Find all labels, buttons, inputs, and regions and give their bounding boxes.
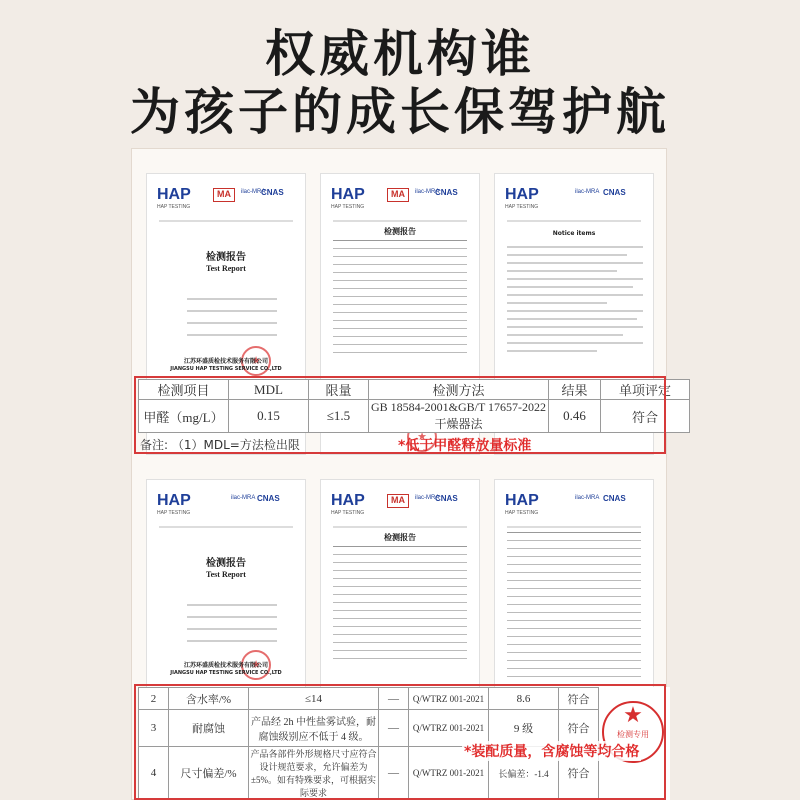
- inspection-seal-stamp: ★ 检测专用: [602, 701, 664, 763]
- ilac-logo: ilac-MRA: [415, 495, 440, 501]
- table-cell: Q/WTRZ 001-2021: [409, 746, 489, 800]
- cnas-logo: CNAS: [435, 494, 458, 503]
- headline-line-1: 权威机构谁: [265, 25, 535, 83]
- report-title-cn: 检测报告: [384, 227, 416, 236]
- table-cell: —: [379, 710, 409, 746]
- ilac-logo: ilac-MRA: [231, 495, 256, 501]
- table-header: 检测项目: [139, 380, 229, 400]
- table-cell: ≤14: [249, 688, 379, 710]
- ilac-logo: ilac-MRA: [241, 189, 266, 195]
- table-cell: 符合: [559, 746, 599, 800]
- table-cell: 0.15: [229, 400, 309, 433]
- report-board: [131, 148, 671, 800]
- lab-name-en: JIANGSU HAP TESTING SERVICE CO.,LTD: [170, 366, 282, 372]
- hap-logo: HAP HAP TESTING: [505, 186, 539, 210]
- hap-logo: HAP HAP TESTING: [505, 492, 539, 516]
- table-cell: 尺寸偏差/%: [169, 746, 249, 800]
- hap-logo: HAP HAP TESTING: [331, 492, 365, 516]
- report-title-cn: 检测报告: [384, 533, 416, 542]
- notice-title: Notice items: [552, 230, 596, 237]
- table-header: 限量: [309, 380, 369, 400]
- table-cell: 2: [139, 688, 169, 710]
- report-title-cn: 检测报告: [206, 558, 246, 569]
- table-cell: 符合: [601, 400, 690, 433]
- table-header: 单项评定: [601, 380, 690, 400]
- lab-name-en: JIANGSU HAP TESTING SERVICE CO.,LTD: [170, 670, 282, 676]
- formaldehyde-highlight: *低于甲醛释放量标准: [398, 438, 532, 454]
- cnas-logo: CNAS: [435, 188, 458, 197]
- cnas-logo: CNAS: [257, 494, 280, 503]
- lab-name-cn: 江苏环盛质检技术服务有限公司: [183, 358, 268, 365]
- cnas-logo: CNAS: [603, 494, 626, 503]
- table-cell: 甲醛（mg/L）: [139, 400, 229, 433]
- table-cell: 产品各部件外形规格尺寸应符合设计规范要求，允许偏差为±5%。如有特殊要求，可根据实际要求: [249, 746, 379, 800]
- table-cell: 含水率/%: [169, 688, 249, 710]
- table-cell: 4: [139, 746, 169, 800]
- cma-logo: MA: [387, 494, 409, 508]
- table-cell: ≤1.5: [309, 400, 369, 433]
- table-cell: Q/WTRZ 001-2021: [409, 710, 489, 746]
- cert-logos: [157, 186, 306, 212]
- table-cell: —: [379, 688, 409, 710]
- cma-logo: MA: [213, 188, 235, 202]
- cma-logo: MA: [387, 188, 409, 202]
- quality-highlight: *装配质量，含腐蚀等均合格: [462, 741, 641, 761]
- cnas-logo: CNAS: [261, 188, 284, 197]
- table-cell: 符合: [559, 688, 599, 710]
- table-cell: 符合: [559, 710, 599, 746]
- table-header: 结果: [549, 380, 601, 400]
- lab-name-cn: 江苏环盛质检技术服务有限公司: [183, 662, 268, 669]
- table-cell: Q/WTRZ 001-2021: [409, 688, 489, 710]
- table-cell: 8.6: [489, 688, 559, 710]
- table-cell: 产品经 2h 中性盐雾试验，耐腐蚀级别应不低于 4 级。: [249, 710, 379, 746]
- table-cell: 0.46: [549, 400, 601, 433]
- report-title-cn: 检测报告: [206, 252, 246, 263]
- table-cell: GB 18584-2001&GB/T 17657-2022 干燥器法: [369, 400, 549, 433]
- headline-line-2: 为孩子的成长保驾护航: [130, 83, 670, 141]
- hap-logo: HAP HAP TESTING: [157, 186, 191, 210]
- hap-logo: HAP HAP TESTING: [331, 186, 365, 210]
- table-cell: 长偏差：-1.4: [489, 746, 559, 800]
- hap-logo: HAP HAP TESTING: [157, 492, 191, 516]
- table-cell: —: [379, 746, 409, 800]
- ilac-logo: ilac-MRA: [575, 495, 600, 501]
- cnas-logo: CNAS: [603, 188, 626, 197]
- table1-note: 备注: （1）MDL=方法检出限: [140, 438, 300, 452]
- table-header: MDL: [229, 380, 309, 400]
- table-cell: 3: [139, 710, 169, 746]
- report-title-en: Test Report: [206, 570, 246, 579]
- ilac-logo: ilac-MRA: [575, 189, 600, 195]
- report-title-en: Test Report: [206, 264, 246, 273]
- table-cell: 耐腐蚀: [169, 710, 249, 746]
- table-header: 检测方法: [369, 380, 549, 400]
- ilac-logo: ilac-MRA: [415, 189, 440, 195]
- table-cell: 9 级: [489, 710, 559, 746]
